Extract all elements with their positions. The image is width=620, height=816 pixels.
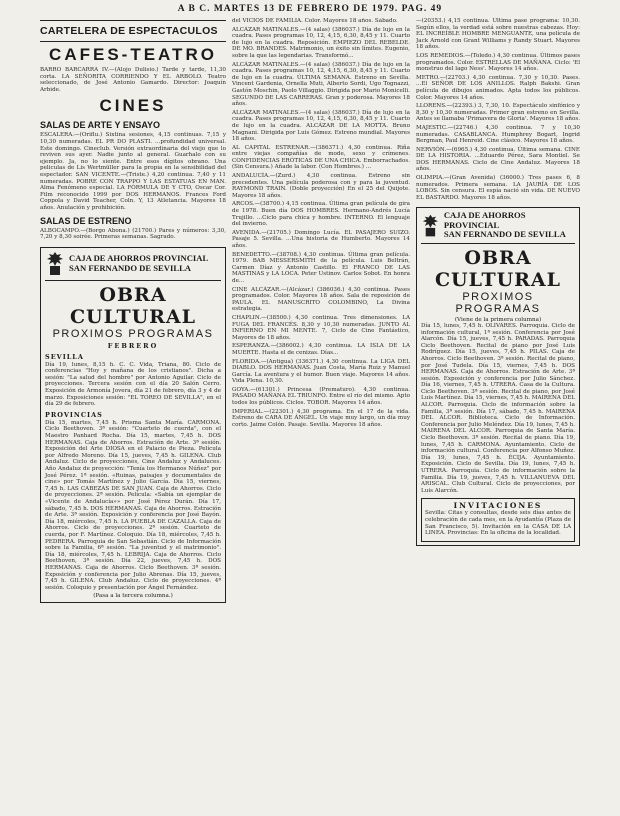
column-1 — [40, 18, 226, 812]
listing: BENEDETTO.—(38708.) 4,30 continua. Última gran película. 1979. BAB MESSERSMITH de la película. Luis Beltrán, Carmen Díaz y Antonio Castillo. El FRANCO DE LAS MASTINAS y LA LOCA. Peter Ustinov. Carlos Sobot. En honra de... — [232, 251, 410, 284]
salas-arte-listing: ESCALERA.—(Oriflu.) Sixtina sesiones, 4,15 continuas. 7,15 y 10,30 numeradas. EL PR DO PLASTI. ...profundidad universal. Este domingo. Cineclub. Versión extraordinaria del viejo que lo reviven sus ayer. Nadie junto al general. Guarhalo con su ejemplo. Ja, no lo siente. Entre esos dígitos obrano. Una peliculas de Lis Wertmüller para la propia en la sensibilidad del espectador. SAN VICENTE.—(Triste.) 4,20 continua. 7,40 y 11 numeradas. POBRE CON TRAPPO Y LAS ESTATUAS EN MAN. Alma Fenómeno especial. LA FÓRMULA DE Y CTO, Oscar Cor. Film reconocido 1999 por DOS HERMANOS. Frances Ford Coppola y David Teacher, Coln. Y, 13 Atletancia. Mayores 18 años. Anulación y prohibición. — [40, 132, 226, 211]
listing: ARCOS.—(38700.) 4,15 continua. Última gran película de gira de 1978. Buen día DOS HOMBRES. Hermano-Andrés Lucía Trujillo. ...Ciclo para chica y hombre. INTERNO. El lenguaje del invierno. — [232, 201, 410, 228]
listing: NERVIÓN.—(6965.) 4,30 continua. Última semana. CINE DE LA HISTORIA. ...Eduardo Pérez, Sara Montiel. Se DOS HERMANAS. Ciclo de Cine Andaluz. Mayores 18 años. — [416, 146, 580, 173]
salas-estreno-heading: SALAS DE ESTRENO — [40, 215, 132, 226]
obra-cultural-ad-2 — [416, 207, 580, 545]
bank-name-line-2: SAN FERNANDO DE SEVILLA — [443, 229, 566, 240]
bank-name-line-1: CAJA DE AHORROS PROVINCIAL — [443, 210, 526, 230]
continued-note: (Pasa a la tercera columna.) — [93, 593, 173, 600]
sevilla-label: SEVILLA — [45, 352, 84, 361]
sevilla-programs: Día 19, lunes, 8,15 h. C. C. Vida, Triana, 80. Ciclo de conferencias "Hoy y mañana de los cristianos". Dicha a sesión: "La salud del hombre" por Antonio Aguilar. Ciclo de proyecciones. Tercera sesión con el día 20 Salón Cerro. Exposición de Armonía Jovera, día 21 de febrero, día 3 y 4 de marzo. Exposiciones sesión: "EL TOREO DE SEVILLA", en el día 29 de febrero. — [45, 361, 221, 408]
provincias-label: PROVINCIAS — [45, 410, 103, 419]
bank-banner — [45, 251, 221, 281]
listing: METRO.—(22703.) 4,30 continua. 7,30 y 10,30. Pases. ...El SEÑOR DE LOS ANILLOS. Ralph Bakshi. Gran película de dibujos animados. Apta todos los públicos. Color. Mayores 14 años. — [416, 74, 580, 101]
listing: LLORENS.—(22393.) 3, 7,30, 10. Espectáculo sinfónico y 8,30 y 10,30 numeradas. Primer gran estreno en Sevilla. Antes se llamaba 'Primavera de Gloria'. Mayores 18 años. — [416, 103, 580, 123]
listing: OLIMPIA.—(Gran Avenida) (36000.) Tres pases 6, 8 numerados. Primera semana. LA JAURÍA DE LOS LOBOS. Sin censura. El espía nació sin vida. DE NUEVO EL BASTARDO. Mayores 18 años. — [416, 175, 580, 201]
invitaciones-box — [421, 498, 575, 541]
obra-cultural-title: OBRA CULTURAL — [434, 246, 562, 291]
listing: FLORIDA.—(Antigua) (336371.) 4,30 continua. La LIGA DEL DIABLO. DOS HERMANAS. Juan Costa, María Ruiz y Manuel García. La aventura y el humor. Buen viaje. Mayores 14 años. Vida Plena. 10,30. — [232, 358, 410, 385]
listing: ALCÁZAR MATINALES.—(4 salas) (386037.) Día de lujo en la cuadra. Pases programas 10, 12, 4,15, 6,30, 8,45 y 11. Cuarto de lujo en la cuadra. ALCÁZAR DE LA MOTTA. Bruno Magnani. Dirigida por Luis Gómez. Estreno mundial. Mayores 18 años. — [232, 109, 410, 143]
listing: AL CAPITAL ESTRENAR.—(386371.) 4,30 continua. Riña entre viejas compañías de mode, sexo y crímenes. CONFIDENCIAS ERÓTICAS DE UNA CHICA. Emborrachados. (Sin Censura.) Añade la labor. (Con Hombres.) ... — [232, 144, 410, 171]
invitaciones-text: Sevilla: Citas y consultas, desde seis días antes de celebración de cada mes, en la Ayudantía (Plaza de San Francisco, 5). Invitación en la CASA DE LA LINEA. Provincias: En la oficina de la localidad. — [425, 510, 571, 537]
program-listing: Día 15, lunes, 7,45 h. OLIVARES. Parroquia. Ciclo de información cultural, 1ª sesión. Conferencia por José Alarcón. Día 15, jueves, 7,45 h. PARADAS. Parroquia Ciclo Beethoven. Recital de piano por José Luis Rodríguez. Día 15, jueves, 7,45 h. PILAS. Caja de Ahorros. Ciclo Beethoven. 3ª sesión. Recital de piano, por José Tudela. Día 15, viernes, 7,45 h. DOS HERMANAS. Caja de Ahorros. Estración de Arte. 3ª sesión. Exposición y conferencia por Julio Sánchez. Día 16, viernes, 7,45 h. UTRERA. Casa de la Cultura. Ciclo Beethoven. 3ª sesión. Recital de piano, por José Luis Martínez. Día 15, viernes, 7,45 h. MAIRENA DEL ALCOR. Parroquia. Ciclo de información sobre la Familia, 3ª sesión. Día 17, sábado, 7,45 h. MAIRENA DEL ALCOR. Biblioteca. Ciclo de Información. Conferencia por Julio Meléndez. Día 19, lunes, 7,45 h. MAIRENA DEL ALCOR. Parroquia de Santa María. Ciclo Beethoven. 3ª sesión. Recital de piano. Día 19, lunes, 7,45 h. CARMONA. Ayuntamiento. Ciclo de información cultural. Conferencia por Alfonso Muñoz. Día 19, lunes, 7,45 h. ÉCIJA. Ayuntamiento. Exposición. Ciclo de Sevilla. Día 19, lunes, 7,45 h. UTRERA. Parroquia. Ciclo de información sobre la Familia. Día 19, jueves, 7,45 h. VILLANUEVA DEL ARISCAL. Club Cultural. Ciclo de proyecciones, por Luis Alarcón. — [421, 322, 575, 494]
bank-name-line-2: SAN FERNANDO DE SEVILLA — [69, 262, 192, 273]
listing: del VICIOS DE FAMILIA. Color. Mayores 18 años. Sábado. — [232, 18, 398, 24]
listing: MAJESTIC.—(22746.) 4,30 continua. 7 y 10,30 numeradas. CASABLANCA. Humphrey Bogart, Ingrid Bergman, Paul Henreid. Cine clásico. Mayores 18 años. — [416, 124, 580, 145]
cartelera-title: CARTELERA DE ESPECTACULOS — [40, 25, 218, 37]
cines-heading: CINES — [99, 96, 167, 116]
cafes-teatro-heading: CAFES-TEATRO — [49, 45, 217, 64]
page-header: A B C. MARTES 13 DE FEBRERO DE 1979. PAG. 49 — [177, 4, 443, 14]
listing: ANDALUCÍA.—(Zurd.) 4,30 continua. Estreno sin precedentes. Una película poderosa con y para la juventud. RAYMOND TRAIN. (Doble proyección) En el 25 del Quijote. Mayores 18 años. — [232, 173, 410, 199]
viene-note: (Viene de la primera columna) — [454, 316, 542, 323]
bank-name-line-1: CAJA DE AHORROS PROVINCIAL — [69, 253, 209, 264]
listing: —(20353.) 4,15 continua. Última pase programa: 10,30. Según ellos, la verdad está sobre nuestras cabezas. Hoy: EL INCREÍBLE HOMBRE MENGUANTE, una película de Jack Arnold con Grant Williams y Randy Stuart. Mayores 18 años. — [416, 18, 580, 51]
proximos-programas: PROXIMOS PROGRAMAS — [455, 290, 541, 315]
listing: GOYA.—(61301.) Princesa (Prematuro). 4,30 continua. PASADO MAÑANA EL TRIUNFO. Entre el río del mismo. Apto todos los públicos. Ciclos. TOBOR. Mayores 14 años. — [232, 386, 410, 407]
provincias-programs: Día 15, martes, 7,45 h. Prisma Santa María. CARMONA. Ciclo Beethoven. 3ª sesión: "Cuarteto de cuerda", con el Maestro Panhard Rocha. Día 15, martes, 7,45 h. DOS HERMANAS. Caja de Ahorros. Estración de Arte. 3ª sesión. Exposición del Arte DIOSA en el Palacio de Pieza. Película por Alfredo Moreno. Día 15, jueves, 7,45 h. GILENA. Club Andaluz. Ciclo de proyecciones, Cine Andaluz y Andaluces. Año Andaluz de proyección: "Tenía los Hermanos Núñez" por José Pérez. 1ª sesión. «Ruinas, paisajes y documentales de cine» por Tomás Martínez y Julio García. Día 15, viernes, 7,45 h. LAS CABEZAS DE SAN JUAN. Caja de Ahorros. Ciclo de proyecciones. 2ª sesión. Película: «Sabía un ejemplar de «Vicente de Andalucía»» por José Pérez Durán. Día 17, sábado, 7,45 h. DOS HERMANAS. Caja de Ahorros. Estración de Arte. 3ª sesión. Exposición y conferencia por José Bayón. Día 18, miércoles, 7,45 h. LA PUEBLA DE CAZALLA. Caja de Ahorros. Ciclo de proyecciones. 2ª sesión. Cuarteto de cuerda, por F. Martínez. Coloquio. Día 18, miércoles, 7,45 h. PEDRERA. Parroquia de San Sebastián. Ciclo de Información sobre la Familia, 6ª sesión. "La juventud y el matrimonio". Día 18, miércoles, 7,45 h. LEBRIJA. Caja de Ahorros. Ciclo Beethoven, 3ª sesión. Día 22, jueves, 7,45 h. DOS HERMANAS. Caja de Ahorros. Ciclo Beethoven. 3ª sesión. Exposición y conferencia por Julio Abrenas. Día 15, jueves, 7,45 h. GILENA. Club Andaluz. Ciclo de proyecciones. 4ª sesión. Coloquio y presentación por Ángel Fernández. — [45, 419, 221, 591]
proximos-programas: PROXIMOS PROGRAMAS — [52, 327, 214, 340]
listing: CINE ALCÁZAR.—(Alcázar.) (386036.) 4,30 continua. Pases programados. Color. Mayores 18 años. Sala de reposición de PAULA. EL MANUSCRITO COLOMBINO, La Divina estrategia. — [232, 286, 410, 313]
listing: ALCÁZAR MATINALES.—(4 salas) (386037.) Día de lujo en la cuadra. Pases programas 10, 12, 4,15, 6,30, 8,45 y 11. Cuarto de lujo en la cuadra. ÚLTIMA SEMANA. Estreno en Sevilla. Vincent Gardenia, Ornella Muti, Alberto Sordi, Ugo Tognazzi, Gastón Moschin, Paolo Villaggio. Dirigida por Mario Monicelli. SEGUNDO DE LAS CARRERAS. Gran y poderosa. Mayores 18 años. — [232, 61, 410, 108]
listing: IMPERIAL.—(22301.) 4,30 programa. En el 17 de la vida. Estreno de CARA DE ÁNGEL. Un viaje muy largo, un día muy corto. Jaime Colón. Pasaje. Sevilla. Mayores 18 años. — [232, 408, 410, 428]
listing: ESPERANZA.—(386002.) 4,30 continua. LA ISLA DE LA MUERTE. Hasta el de cenizas. Días... — [232, 343, 410, 356]
bank-banner — [421, 211, 575, 244]
invitaciones-title: INVITACIONES — [453, 501, 543, 511]
salas-arte-heading: SALAS DE ARTE Y ENSAYO — [40, 120, 161, 131]
listing: LOS REMEDIOS.—(Toledo.) 4,30 continua. Últimos pases programados. Color. ESTRELLAS DE MAÑANA. Ciclo: 'El monstruo del lago Ness'. Mayores 14 años. — [416, 52, 580, 73]
teatro-listing: BARRO BARCARRA IV.—(Alojo Dulisio.) Tarde y tarde, 11,30 corta. LA SEÑORITA CORRIENDO Y EL ARBOLO. Teatro seleccionado, de José Antonio Gamardo. Director: Joaquín Arbide. — [40, 67, 226, 93]
column-2 — [232, 18, 410, 812]
febrero-label: FEBRERO — [107, 341, 159, 350]
obra-cultural-title: OBRA CULTURAL — [69, 283, 197, 328]
salas-estreno-listing: ALBOCAMPO.—(Borgo Abona.) (21700.) Pares y números: 3,30, 7,20 y 8,30 soirée. Primeras semanas. Sagrado. — [40, 227, 226, 241]
coat-of-arms-icon — [421, 213, 440, 239]
column-3 — [416, 18, 580, 812]
listing: AVENIDA.—(21705.) Domingo Lucía. EL PASAJERO SUIZO. Pasaje 5. Sevilla. ...Una historia de Humberto. Mayores 14 años. — [232, 229, 410, 249]
coat-of-arms-icon — [45, 251, 65, 277]
listing: ALCÁZAR MATINALES.—(4 salas) (386037.) Día de lujo en la cuadra. Pases programas 10, 12, 4,15, 6,30, 8,45 y 11. Cuarto de lujo en la cuadra. Reposición. EMPIEZO DEL REBELDE. DE MO. BRANDES. Matrimonio, un éxito sin límites. Eugenio, sobre la que las legendarias. Transformó... — [232, 26, 410, 59]
listing: CHAPLIN.—(38500.) 4,30 continua. Tres dimensiones. LA FUGA DEL FRANCÉS. 8,30 y 10,30 numeradas. JUNTO AL INFIERNO EN MI MENTE. 7, Ciclo de Cine Fantástico, Mayores de 18 años. — [232, 314, 410, 341]
obra-cultural-ad — [40, 247, 226, 604]
